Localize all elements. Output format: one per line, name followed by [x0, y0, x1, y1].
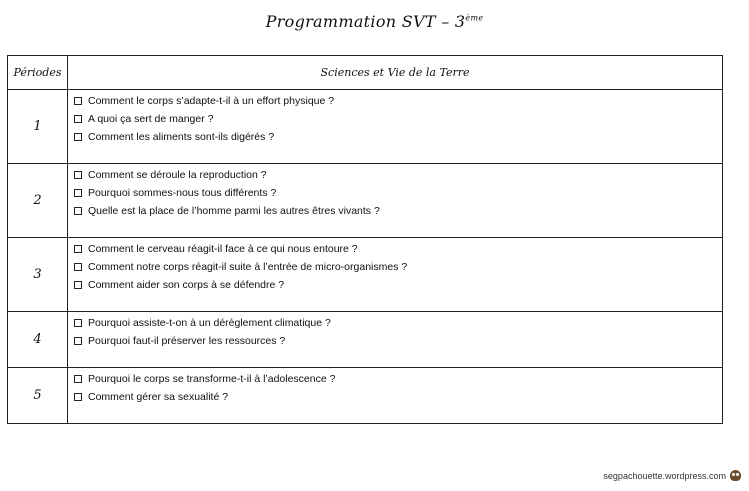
item-text: Pourquoi assiste-t-on à un dérèglement climatique ?: [88, 317, 331, 329]
item-text: A quoi ça sert de manger ?: [88, 113, 214, 125]
item-text: Pourquoi sommes-nous tous différents ?: [88, 187, 277, 199]
checkbox-icon[interactable]: [74, 207, 82, 215]
checkbox-icon[interactable]: [74, 189, 82, 197]
list-item[interactable]: [74, 202, 722, 220]
item-text: Comment gérer sa sexualité ?: [88, 391, 229, 403]
list-item[interactable]: [74, 110, 722, 128]
item-text: Comment les aliments sont-ils digérés ?: [88, 131, 275, 143]
item-text: Comment se déroule la reproduction ?: [88, 169, 267, 181]
list-item[interactable]: [74, 92, 722, 110]
list-item[interactable]: [74, 240, 722, 258]
page-title-superscript: ème: [465, 13, 484, 23]
item-text: Pourquoi le corps se transforme-t-il à l’adolescence ?: [88, 373, 336, 385]
list-item[interactable]: [74, 258, 722, 276]
period-row-5: [8, 368, 723, 424]
list-item[interactable]: [74, 332, 722, 350]
list-item[interactable]: [74, 276, 722, 294]
list-item[interactable]: [74, 370, 722, 388]
period-row-4: [8, 312, 723, 368]
checkbox-icon[interactable]: [74, 337, 82, 345]
page-title-text: Programmation SVT – 3: [265, 12, 466, 31]
item-text: Comment aider son corps à se défendre ?: [88, 279, 285, 291]
item-text: Pourquoi faut-il préserver les ressources ?: [88, 335, 286, 347]
checkbox-icon[interactable]: [74, 375, 82, 383]
list-item[interactable]: [74, 388, 722, 406]
checkbox-icon[interactable]: [74, 115, 82, 123]
owl-icon: [730, 470, 741, 481]
period-items: [68, 312, 723, 368]
period-number: 5: [8, 368, 68, 424]
footer-site: segpachouette.wordpress.com: [603, 470, 726, 481]
item-text: Quelle est la place de l’homme parmi les autres êtres vivants ?: [88, 205, 380, 217]
checkbox-icon[interactable]: [74, 281, 82, 289]
period-row-2: [8, 164, 723, 238]
checkbox-icon[interactable]: [74, 393, 82, 401]
checkbox-icon[interactable]: [74, 319, 82, 327]
list-item[interactable]: [74, 166, 722, 184]
period-number: 2: [8, 164, 68, 238]
list-item[interactable]: [74, 184, 722, 202]
period-items: [68, 90, 723, 164]
period-number: 4: [8, 312, 68, 368]
checkbox-icon[interactable]: [74, 171, 82, 179]
checkbox-icon[interactable]: [74, 263, 82, 271]
period-row-3: [8, 238, 723, 312]
page-title: [0, 12, 749, 31]
period-items: [68, 164, 723, 238]
footer-credit: [603, 470, 741, 481]
period-number: 1: [8, 90, 68, 164]
period-items: [68, 368, 723, 424]
item-text: Comment le cerveau réagit-il face à ce qui nous entoure ?: [88, 243, 358, 255]
period-row-1: [8, 90, 723, 164]
item-text: Comment le corps s’adapte-t-il à un effort physique ?: [88, 95, 335, 107]
checkbox-icon[interactable]: [74, 245, 82, 253]
period-number: 3: [8, 238, 68, 312]
list-item[interactable]: [74, 314, 722, 332]
checkbox-icon[interactable]: [74, 97, 82, 105]
header-subject: Sciences et Vie de la Terre: [68, 56, 723, 90]
header-periods: Périodes: [8, 56, 68, 90]
item-text: Comment notre corps réagit-il suite à l’entrée de micro-organismes ?: [88, 261, 408, 273]
programme-table: [7, 55, 723, 424]
list-item[interactable]: [74, 128, 722, 146]
table-header-row: [8, 56, 723, 90]
checkbox-icon[interactable]: [74, 133, 82, 141]
period-items: [68, 238, 723, 312]
